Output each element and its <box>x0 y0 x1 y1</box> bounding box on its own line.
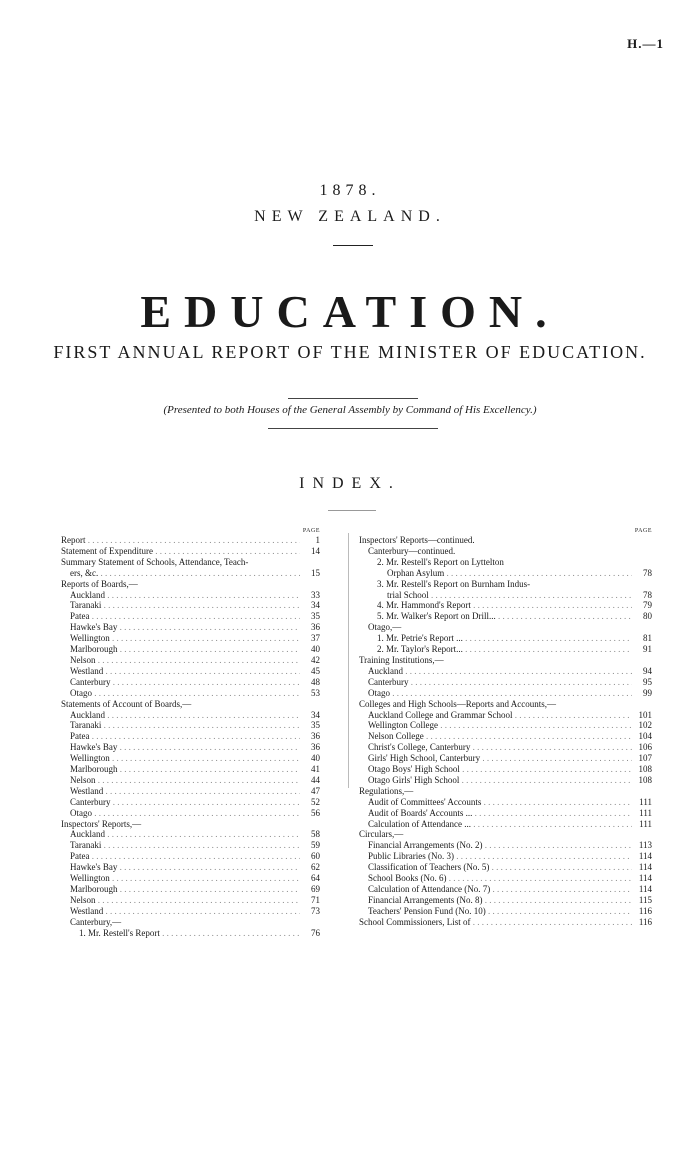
index-entry <box>61 710 320 721</box>
index-entry-label: Circulars,— <box>359 829 404 840</box>
index-entry <box>61 655 320 666</box>
index-entry <box>359 622 652 633</box>
index-entry-page: 53 <box>311 687 320 698</box>
index-entry <box>61 666 320 677</box>
index-entry-page: 15 <box>311 567 320 578</box>
index-entry <box>61 557 320 568</box>
index-entry-page: 60 <box>311 851 320 862</box>
report-year: 1878. <box>319 182 381 199</box>
index-entry-page: 106 <box>638 742 652 753</box>
index-entry-label: Colleges and High Schools—Reports and Accounts,— <box>359 698 556 709</box>
index-entry-page: 111 <box>639 796 652 807</box>
page-column-header: PAGE <box>302 528 320 534</box>
index-entry <box>61 535 320 546</box>
index-entry-label: Orphan Asylum . . . <box>387 568 632 579</box>
index-entry <box>61 611 320 622</box>
index-entry <box>61 840 320 851</box>
index-entry-page: 80 <box>643 611 652 622</box>
index-entry-page: 62 <box>311 862 320 873</box>
index-entry <box>61 753 320 764</box>
index-entry-page: 102 <box>638 720 652 731</box>
index-entry-page: 111 <box>639 807 652 818</box>
index-entry-label: Westland . . . <box>70 786 300 797</box>
index-entry <box>359 590 652 601</box>
index-entry-label: Patea . . . <box>70 731 300 742</box>
index-entry <box>359 699 652 710</box>
index-entry-page: 108 <box>638 774 652 785</box>
index-entry <box>61 677 320 688</box>
page-title: EDUCATION. <box>140 286 560 337</box>
index-entry <box>61 829 320 840</box>
index-entry-page: 34 <box>311 600 320 611</box>
index-entry <box>61 895 320 906</box>
index-entry <box>61 568 320 579</box>
index-entry-page: 40 <box>311 753 320 764</box>
index-entry-label: Teachers' Pension Fund (No. 10) . . . <box>368 906 632 917</box>
index-entry-label: Wellington College . . . <box>368 720 632 731</box>
index-entry-page: 41 <box>311 764 320 775</box>
index-entry-page: 1 <box>315 535 320 545</box>
index-entry-page: 78 <box>643 567 652 578</box>
index-entry <box>359 764 652 775</box>
index-entry-label: Inspectors' Reports,— <box>61 818 142 829</box>
index-entry <box>359 884 652 895</box>
index-entry <box>359 710 652 721</box>
index-entry-page: 107 <box>638 753 652 764</box>
index-entry-label: Canterbury—continued. <box>368 545 456 556</box>
index-entry-page: 45 <box>311 665 320 676</box>
index-entry-label: Canterbury . . . <box>368 677 632 688</box>
index-entry <box>359 753 652 764</box>
index-entry <box>359 731 652 742</box>
index-entry-page: 81 <box>643 633 652 644</box>
index-entry-label: Nelson . . . <box>70 895 300 906</box>
index-entry-label: Classification of Teachers (No. 5) . . . <box>368 862 632 873</box>
index-entry <box>61 579 320 590</box>
index-entry-page: 73 <box>311 905 320 916</box>
index-entry-page: 48 <box>311 676 320 687</box>
index-entry-page: 79 <box>643 600 652 611</box>
index-entry-list <box>61 535 320 939</box>
index-entry-page: 14 <box>311 545 320 556</box>
index-entry-page: 34 <box>311 709 320 720</box>
index-entry-label: Taranaki . . . <box>70 600 300 611</box>
index-entry <box>61 633 320 644</box>
index-entry-page: 47 <box>311 785 320 796</box>
index-entry-label: Summary Statement of Schools, Attendance, Teach- <box>61 556 249 567</box>
index-entry <box>61 819 320 830</box>
index-entry-label: Wellington . . . <box>70 753 300 764</box>
document-reference: H.—1 <box>627 36 664 51</box>
index-entry-label: Auckland . . . <box>70 710 300 721</box>
index-entry <box>359 600 652 611</box>
index-entry-label: Training Institutions,— <box>359 654 444 665</box>
index-entry <box>61 731 320 742</box>
index-entry-label: Nelson . . . <box>70 775 300 786</box>
index-entry-label: Otago . . . <box>368 688 632 699</box>
index-entry-label: ers, &c. . . . <box>70 568 300 579</box>
index-entry <box>61 851 320 862</box>
index-entry-page: 116 <box>638 905 652 916</box>
index-entry <box>359 851 652 862</box>
index-entry-list <box>359 535 652 928</box>
index-entry-label: Hawke's Bay . . . <box>70 742 300 753</box>
index-entry-page: 116 <box>638 916 652 927</box>
index-entry-label: Auckland College and Grammar School . . . <box>368 710 632 721</box>
divider-rule <box>328 510 376 511</box>
index-entry <box>359 906 652 917</box>
index-entry-page <box>632 829 652 840</box>
index-entry-label: Otago,— <box>368 622 402 633</box>
page-column-header: PAGE <box>634 528 652 534</box>
index-entry <box>359 797 652 808</box>
index-entry <box>359 742 652 753</box>
index-entry <box>359 829 652 840</box>
report-subtitle: FIRST ANNUAL REPORT OF THE MINISTER OF EDUCATION. <box>53 342 647 362</box>
divider-rule <box>333 245 373 246</box>
index-entry-page: 59 <box>311 840 320 851</box>
index-entry-label: Statement of Expenditure . . . <box>61 546 300 557</box>
index-entry-label: Westland . . . <box>70 666 300 677</box>
index-entry-page: 36 <box>311 622 320 633</box>
index-entry-label: trial School . . . <box>387 590 632 601</box>
index-entry-label: Wellington . . . <box>70 873 300 884</box>
index-entry-page: 101 <box>638 709 652 720</box>
index-entry-page: 114 <box>638 873 652 884</box>
index-entry <box>61 699 320 710</box>
index-entry-label: Otago Girls' High School . . . <box>368 775 632 786</box>
index-entry-page: 111 <box>639 818 652 829</box>
index-entry-page: 58 <box>311 829 320 840</box>
index-entry <box>359 917 652 928</box>
index-entry-label: Westland . . . <box>70 906 300 917</box>
index-entry-page: 114 <box>638 862 652 873</box>
presented-note: (Presented to both Houses of the General Assembly by Command of His Excellency.) <box>163 404 537 416</box>
index-entry-label: Auckland . . . <box>70 829 300 840</box>
index-entry-page: 91 <box>643 644 652 655</box>
index-entry-page <box>300 579 320 590</box>
index-entry-label: School Books (No. 6) . . . <box>368 873 632 884</box>
index-entry <box>359 786 652 797</box>
index-entry <box>61 600 320 611</box>
index-entry-page <box>300 819 320 830</box>
index-entry <box>359 611 652 622</box>
index-entry-page: 114 <box>638 884 652 894</box>
index-entry-page <box>632 622 652 633</box>
index-entry-label: 2. Mr. Taylor's Report... . . . <box>377 644 632 655</box>
index-entry-label: Auckland . . . <box>70 590 300 601</box>
index-entry-label: Otago . . . <box>70 808 300 819</box>
index-entry-page: 64 <box>311 873 320 884</box>
index-entry-label: School Commissioners, List of . . . <box>359 917 632 928</box>
index-entry-page <box>300 699 320 710</box>
index-entry <box>359 862 652 873</box>
index-entry-label: Reports of Boards,— <box>61 578 138 589</box>
index-entry <box>359 655 652 666</box>
index-entry <box>359 808 652 819</box>
index-entry <box>61 764 320 775</box>
index-entry-label: Regulations,— <box>359 785 414 796</box>
index-entry <box>359 720 652 731</box>
index-entry-label: Auckland . . . <box>368 666 632 677</box>
index-entry-page: 76 <box>311 927 320 938</box>
index-entry-page: 40 <box>311 644 320 655</box>
index-entry-label: Financial Arrangements (No. 2) . . . <box>368 840 632 851</box>
index-entry <box>359 535 652 546</box>
index-entry <box>359 644 652 655</box>
index-entry-label: Report . . . <box>61 535 300 546</box>
index-entry <box>61 906 320 917</box>
index-entry-label: Patea . . . <box>70 611 300 622</box>
index-entry-page: 36 <box>311 742 320 753</box>
index-entry-label: Marlborough . . . <box>70 764 300 775</box>
index-column-left <box>61 527 320 939</box>
index-entry-page <box>632 535 652 546</box>
index-entry-page: 37 <box>311 633 320 644</box>
index-entry-label: Inspectors' Reports—continued. <box>359 535 475 545</box>
index-entry <box>61 775 320 786</box>
index-entry-label: Marlborough . . . <box>70 644 300 655</box>
index-entry <box>359 568 652 579</box>
index-entry-label: 2. Mr. Restell's Report on Lyttelton <box>377 556 504 567</box>
index-entry <box>61 622 320 633</box>
index-entry-page: 35 <box>311 611 320 622</box>
index-entry <box>61 742 320 753</box>
index-entry-label: 5. Mr. Walker's Report on Drill... . . . <box>377 611 632 622</box>
index-entry-page: 36 <box>311 731 320 742</box>
index-entry-label: Audit of Boards' Accounts ... . . . <box>368 808 632 819</box>
index-entry-label: Taranaki . . . <box>70 840 300 851</box>
divider-rule <box>268 428 438 429</box>
index-entry-page: 52 <box>311 796 320 807</box>
index-entry-page: 69 <box>311 884 320 894</box>
index-entry-label: Nelson . . . <box>70 655 300 666</box>
index-entry-page: 44 <box>311 774 320 785</box>
index-entry-page: 95 <box>643 676 652 687</box>
index-entry-page: 99 <box>643 687 652 698</box>
index-entry-label: Canterbury . . . <box>70 797 300 808</box>
index-heading: INDEX. <box>299 475 401 492</box>
index-entry <box>61 884 320 895</box>
index-entry <box>61 873 320 884</box>
index-entry <box>359 895 652 906</box>
index-entry <box>61 688 320 699</box>
index-entry-page: 104 <box>638 731 652 742</box>
divider-rule <box>288 398 418 399</box>
index-entry-page: 78 <box>643 589 652 600</box>
index-entry-label: Audit of Committees' Accounts . . . <box>368 797 632 808</box>
index-column-right <box>359 527 652 928</box>
index-entry-label: Hawke's Bay . . . <box>70 622 300 633</box>
index-entry-page: 114 <box>638 851 652 862</box>
index-entry <box>359 840 652 851</box>
index-entry <box>61 546 320 557</box>
index-entry-page <box>300 917 320 928</box>
index-entry-label: Otago Boys' High School . . . <box>368 764 632 775</box>
index-entry-label: Statements of Account of Boards,— <box>61 698 192 709</box>
index-entry <box>359 633 652 644</box>
index-entry-label: 1. Mr. Petrie's Report ... . . . <box>377 633 632 644</box>
index-entry <box>359 819 652 830</box>
column-divider <box>348 533 349 788</box>
index-entry-page <box>632 655 652 666</box>
index-entry-page <box>632 546 652 557</box>
index-entry-label: Public Libraries (No. 3) . . . <box>368 851 632 862</box>
index-entry <box>359 666 652 677</box>
index-entry-page: 35 <box>311 720 320 731</box>
index-entry <box>359 546 652 557</box>
index-entry-label: Taranaki . . . <box>70 720 300 731</box>
index-entry-page: 33 <box>311 589 320 600</box>
index-entry-label: Canterbury,— <box>70 916 122 927</box>
index-entry <box>359 579 652 590</box>
index-entry-label: Patea . . . <box>70 851 300 862</box>
index-entry-label: Financial Arrangements (No. 8) . . . <box>368 895 632 906</box>
index-entry <box>61 797 320 808</box>
index-entry-label: Wellington . . . <box>70 633 300 644</box>
index-entry-label: 4. Mr. Hammond's Report . . . <box>377 600 632 611</box>
index-entry <box>359 873 652 884</box>
index-entry <box>61 862 320 873</box>
index-entry <box>61 590 320 601</box>
index-entry-label: Christ's College, Canterbury . . . <box>368 742 632 753</box>
index-entry <box>359 775 652 786</box>
index-entry-page <box>300 557 320 568</box>
index-entry <box>61 644 320 655</box>
index-entry <box>61 928 320 939</box>
index-entry-label: Hawke's Bay . . . <box>70 862 300 873</box>
index-entry-page <box>632 786 652 797</box>
country-heading: NEW ZEALAND. <box>254 208 446 225</box>
index-entry-label: 3. Mr. Restell's Report on Burnham Indus- <box>377 578 531 589</box>
index-entry <box>61 917 320 928</box>
index-entry-page: 56 <box>311 807 320 818</box>
index-entry-label: Otago . . . <box>70 688 300 699</box>
index-entry <box>61 786 320 797</box>
index-entry-label: Calculation of Attendance (No. 7) . . . <box>368 884 632 895</box>
index-entry-page: 108 <box>638 764 652 775</box>
index-entry-page: 115 <box>638 894 652 905</box>
index-entry <box>359 677 652 688</box>
index-entry-page: 42 <box>311 654 320 665</box>
index-entry <box>359 557 652 568</box>
index-entry-page <box>632 579 652 590</box>
index-entry-page: 113 <box>638 840 652 851</box>
index-entry <box>61 808 320 819</box>
index-entry-page: 71 <box>311 894 320 905</box>
index-entry-label: Nelson College . . . <box>368 731 632 742</box>
index-entry-label: Canterbury . . . <box>70 677 300 688</box>
index-entry-label: Girls' High School, Canterbury . . . <box>368 753 632 764</box>
index-entry-label: Calculation of Attendance ... . . . <box>368 819 632 830</box>
index-entry-label: Marlborough . . . <box>70 884 300 895</box>
index-entry-page <box>632 699 652 710</box>
index-entry-page <box>632 557 652 568</box>
index-entry-label: 1. Mr. Restell's Report . . . <box>79 928 300 939</box>
index-entry <box>359 688 652 699</box>
index-entry-page: 94 <box>643 665 652 676</box>
index-entry <box>61 720 320 731</box>
